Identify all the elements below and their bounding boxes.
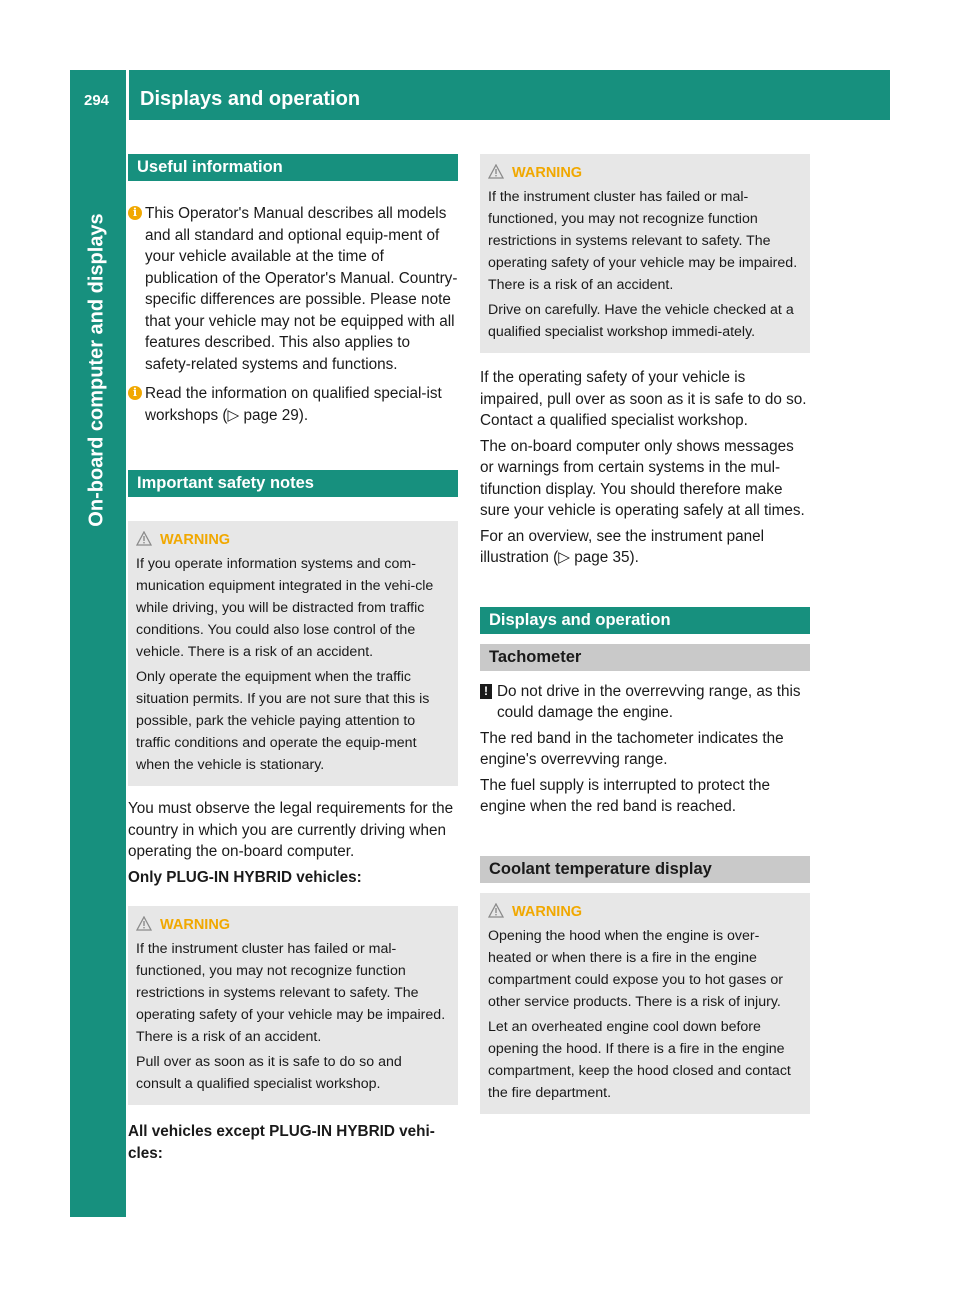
subheading: Only PLUG-IN HYBRID vehicles: — [128, 868, 362, 886]
warning-heading: WARNING — [136, 915, 449, 935]
tachometer-heading: Tachometer — [480, 644, 810, 671]
right-column — [480, 154, 810, 1114]
paragraph: For an overview, see the instrument panel illustration (▷ page 35). — [480, 527, 764, 566]
paragraph: The fuel supply is interrupted to protect the engine when the red band is reached. — [480, 776, 770, 815]
paragraph: The red band in the tachometer indicates the engine's overrevving range. — [480, 729, 784, 768]
warning-text: If the instrument cluster has failed or mal-functioned, you may not recognize function restrictions in systems relevant to safety. The operating safety of your vehicle may be impaired. There is a risk of an accident. — [136, 941, 446, 1045]
warning-triangle-icon — [488, 164, 504, 179]
warning-text: Opening the hood when the engine is over-heated or when there is a fire in the engine compartment could expose you to hot gases or other service products. There is a risk of injury. — [488, 927, 783, 1010]
subheading: All vehicles except PLUG-IN HYBRID vehi-cles: — [128, 1123, 435, 1162]
coolant-temperature-heading: Coolant temperature display — [480, 856, 810, 883]
side-tab-label: On-board computer and displays — [85, 213, 108, 527]
warning-box — [128, 906, 458, 1105]
warning-text: If the instrument cluster has failed or mal-functioned, you may not recognize function restrictions in systems relevant to safety. The operating safety of your vehicle may be impaired. There is a risk of an accident. — [488, 189, 798, 293]
warning-box — [128, 521, 458, 786]
warning-heading: WARNING — [488, 902, 801, 922]
warning-text: Only operate the equipment when the traffic situation permits. If you are not sure that this is possible, park the vehicle paying attention to traffic conditions and operate the equip-ment when the vehicle is stationary. — [136, 669, 430, 773]
warning-heading: WARNING — [136, 530, 449, 550]
warning-text: Drive on carefully. Have the vehicle checked at a qualified specialist workshop immedi-ately. — [488, 302, 794, 340]
paragraph: You must observe the legal requirements for the country in which you are currently driving when operating the on-board computer. — [128, 800, 454, 860]
warning-triangle-icon — [136, 531, 152, 546]
warning-text: If you operate information systems and com-munication equipment integrated in the vehi-cle while driving, you will be distracted from traffic conditions. You could also lose control of the vehicle. There is a risk of an accident. — [136, 556, 434, 660]
warning-triangle-icon — [136, 916, 152, 931]
page-number: 294 — [84, 92, 110, 109]
info-note: i This Operator's Manual describes all models and all standard and optional equip-ment of your vehicle available at the time of publication of the Operator's Manual. Country-specific differences are possible. Please note that your vehicle may not be equipped with all features described. This also applies to safety-related systems and functions. — [128, 203, 458, 375]
page-title: Displays and operation — [140, 88, 361, 110]
info-note: i Read the information on qualified special-ist workshops (▷ page 29). — [128, 383, 458, 426]
header-divider — [126, 70, 129, 120]
useful-information-heading: Useful information — [128, 154, 458, 181]
warning-text: Pull over as soon as it is safe to do so and consult a qualified specialist workshop. — [136, 1054, 402, 1092]
caution-note: ! Do not drive in the overrevving range, as this could damage the engine. — [480, 681, 810, 724]
left-column — [128, 154, 458, 1164]
displays-and-operation-heading: Displays and operation — [480, 607, 810, 634]
paragraph: The on-board computer only shows messages or warnings from certain systems in the mul-tifunction display. You should therefore make sure your vehicle is operating safely at all times. — [480, 437, 805, 519]
warning-heading: WARNING — [488, 163, 801, 183]
important-safety-notes-heading: Important safety notes — [128, 470, 458, 497]
warning-text: Let an overheated engine cool down before opening the hood. If there is a fire in the engine compartment, keep the hood closed and contact the fire department. — [488, 1018, 791, 1101]
warning-triangle-icon — [488, 903, 504, 918]
warning-box — [480, 893, 810, 1114]
info-icon: i — [128, 206, 142, 220]
paragraph: If the operating safety of your vehicle is impaired, pull over as soon as it is safe to do so. Contact a qualified specialist workshop. — [480, 369, 807, 429]
info-icon: i — [128, 386, 142, 400]
exclamation-icon: ! — [480, 684, 492, 699]
warning-box — [480, 154, 810, 353]
